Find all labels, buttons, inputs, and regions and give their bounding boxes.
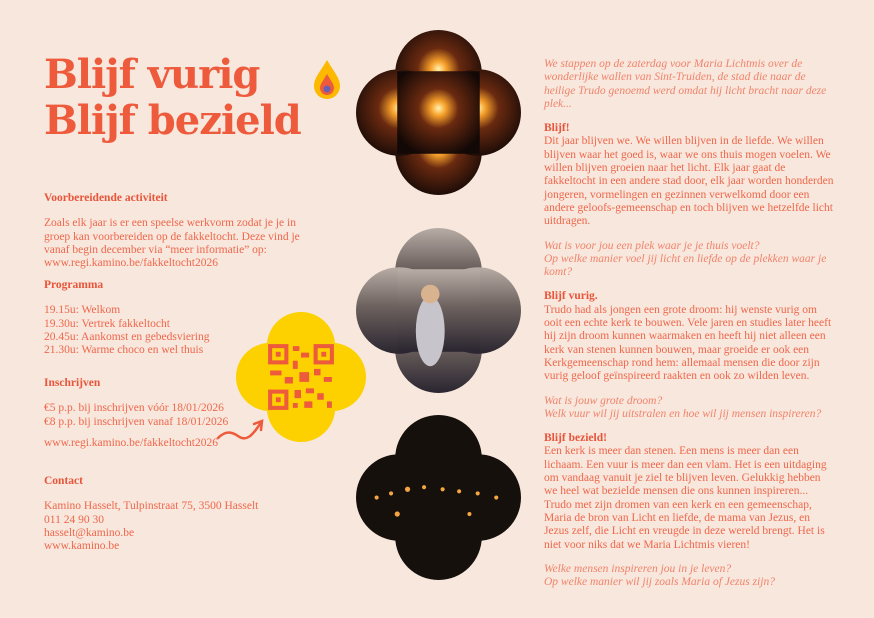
story-column [544,58,834,600]
registration-link[interactable]: www.regi.kamino.be/fakkeltocht2026 [44,436,218,449]
program-section: Programma 19.15u: Welkom 19.30u: Vertrek fakkeltocht 20.45u: Aankomst en gebedsviering 21.30u: Warme choco en wel thuis [44,279,304,357]
program-item: 20.45u: Aankomst en gebedsviering [44,330,210,343]
program-item: 21.30u: Warme choco en wel thuis [44,344,204,357]
contact-address: Kamino Hasselt, Tulpinstraat 75, 3500 Hasselt [44,500,259,513]
intro-text: We stappen op de zaterdag voor Maria Lichtmis over de wonderlijke wallen van Sint-Truiden, de stad die naar de heilige Trudo genoemd werd omdat hij licht bracht naar deze plek... [544,58,827,110]
preparation-link[interactable]: www.regi.kamino.be/fakkeltocht2026 [44,257,218,270]
contact-section: Contact Kamino Hasselt, Tulpinstraat 75, 3500 Hasselt 011 24 90 30 hasselt@kamino.be www.kamino.be [44,475,304,553]
section-blijf-vurig: Blijf vurig. Trudo had als jongen een grote droom: hij wenste vurig om ooit een echte kerk te bouwen. Vele jaren en studies later heeft hij zijn droom kunnen waarmaken en heeft hij niet alleen een kerk van stenen kunnen bouwen, maar groeide er ook een Kerkgemeenschap rond hem: allemaal mensen die door zijn vurig geloof geïnspireerd raakten en ook zo wilden leven. Wat is jouw grote droom? Welk vuur wil jij uitstralen en hoe wil jij mensen inspireren? [544,290,832,420]
contact-phone[interactable]: 011 24 90 30 [44,513,104,526]
page-title: Blijf vurig Blijf bezield [44,51,301,144]
preparation-section: Voorbereidende activiteit Zoals elk jaar is er een speelse werkvorm zodat je je in groep kan voorbereiden op de fakkeltocht. Deze vind je vanaf begin december via “meer informatie” op: www.regi.kamino.be/fakkeltocht2026 [44,192,304,270]
flame-icon [312,58,342,100]
program-item: 19.30u: Vertrek fakkeltocht [44,317,170,330]
photo-torch-procession [356,415,521,580]
section-blijf: Blijf! Dit jaar blijven we. We willen blijven in de liefde. We willen blijven waar het goed is, waar we ons thuis mogen voelen. We willen blijven groeien naar het licht. Elk jaar gaat de fakkeltocht in een andere stad door, elk jaar worden honderden jongeren, vormelingen en gezinnen verwelkomd door een andere geloofs-gemeenschap en toch blijven we hetzelfde licht uitdragen. Wat is voor jou een plek waar je je thuis voelt? Op welke manier voel jij licht en liefde op de plekken waar je komt? [544,122,834,279]
program-item: 19.15u: Welkom [44,304,121,317]
contact-website[interactable]: www.kamino.be [44,540,120,553]
contact-email[interactable]: hasselt@kamino.be [44,526,135,539]
photo-torches-closeup [356,30,521,195]
photo-youth-group [356,228,521,393]
registration-section: Inschrijven €5 p.p. bij inschrijven vóór 18/01/2026 €8 p.p. bij inschrijven vanaf 18/01/2026 www.regi.kamino.be/fakkeltocht2026 [44,377,244,450]
section-blijf-bezield: Blijf bezield! Een kerk is meer dan stenen. Een mens is meer dan een lichaam. Een vuur is meer dan een vlam. Het is een uitdaging om vandaag vanuit je ziel te blijven leven. Gelukkig hebben we heel wat bezielde mensen die ons kunnen inspireren... Trudo met zijn dromen van een kerk en een gemeenschap, Maria de bron van Licht en liefde, de mama van Jezus, en Jezus zelf, die Licht en vreugde in deze wereld brengt. Het is niet voor niks dat we Maria Lichtmis vieren! Welke mensen inspireren jou in je leven? Op welke manier wil jij zoals Maria of Jezus zijn? [544,432,827,589]
